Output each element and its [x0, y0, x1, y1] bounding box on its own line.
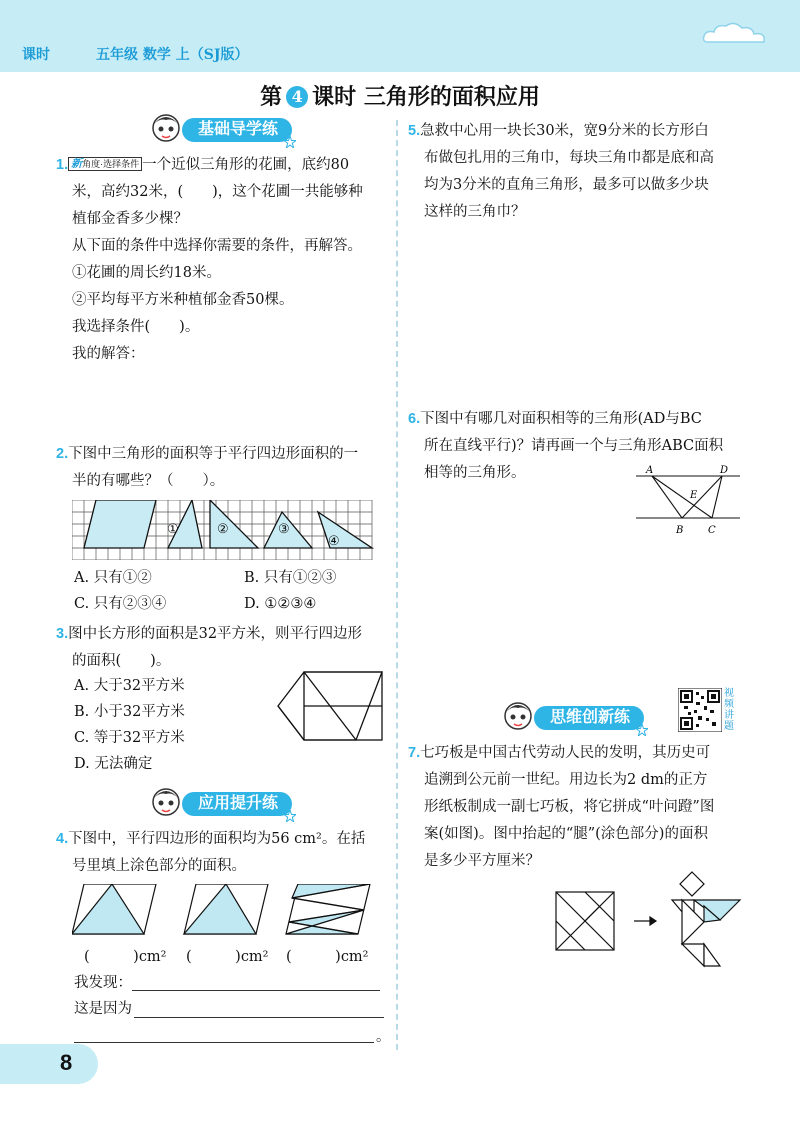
q5-number: 5. [408, 123, 421, 139]
q1-condition-1: ①花圃的周长约18米。 [72, 265, 221, 281]
q7-tangram-figure [554, 870, 744, 970]
q6-point-b: B [676, 525, 684, 536]
q7-line5: 是多少平方厘米？ [424, 853, 540, 869]
q6-line3: 相等的三角形。 [424, 465, 526, 481]
q7-number: 7. [408, 745, 421, 761]
header-brand: 课时 [22, 47, 50, 63]
q6-number: 6. [408, 411, 421, 427]
lesson-prefix: 第 [260, 84, 283, 110]
q6-line1 [408, 406, 748, 433]
q7-line1 [408, 740, 748, 767]
q3-number: 3. [56, 626, 69, 642]
qr-label: 视频讲题 [724, 688, 734, 732]
tangram-head [680, 872, 704, 896]
header-book-title: 五年级 数学 上（SJ版） [96, 47, 249, 63]
q5-line4: 这样的三角巾？ [424, 204, 526, 220]
q2-option-a[interactable]: A. 只有①② [74, 570, 152, 586]
q7-line4: 案(如图)。图中抬起的“腿”(涂色部分)的面积 [424, 826, 708, 842]
question-4 [56, 826, 386, 880]
q1-number: 1. [56, 157, 69, 173]
q6-point-e: E [690, 490, 698, 501]
column-divider [396, 120, 398, 1050]
q6-point-d: D [720, 465, 729, 476]
lesson-suffix: 课时 三角形的面积应用 [312, 84, 540, 110]
q4-blank-2[interactable]: ( )cm² [186, 949, 269, 965]
question-2 [56, 441, 386, 495]
q1-condition-2: ②平均每平方米种植郁金香50棵。 [72, 292, 294, 308]
q1-line1 [56, 152, 386, 179]
page-number-tab [0, 1044, 98, 1084]
q4-found-label: 我发现： [74, 975, 132, 991]
q5-line1 [408, 118, 748, 145]
section-think-title: 思维创新练 [534, 706, 644, 730]
qr-code-icon[interactable] [678, 688, 722, 732]
q6-point-a: A [646, 465, 654, 476]
q1-choose: 我选择条件( )。 [72, 319, 200, 335]
star-icon [636, 724, 648, 736]
q3-option-d[interactable]: D. 无法确定 [74, 756, 153, 772]
q3-option-b[interactable]: B. 小于32平方米 [74, 704, 185, 720]
question-5 [408, 118, 748, 226]
q2-label-4: ④ [328, 534, 340, 549]
q2-triangle-4 [318, 512, 372, 548]
question-7 [408, 740, 748, 875]
q2-label-2: ② [217, 522, 229, 537]
question-3 [56, 621, 386, 675]
q4-blank-1[interactable]: ( )cm² [84, 949, 167, 965]
q2-option-c[interactable]: C. 只有②③④ [74, 596, 167, 612]
q2-number: 2. [56, 446, 69, 462]
section-think-badge [500, 700, 660, 730]
q4-because-line[interactable] [134, 1017, 384, 1018]
q1-text: 一个近似三角形的花圃，底约80 [142, 157, 350, 173]
q7-line3: 形纸板制成一副七巧板，将它拼成“叶问蹬”图 [424, 799, 715, 815]
q4-text: 下图中，平行四边形的面积均为56 cm²。在括 [68, 831, 366, 847]
q3-option-a[interactable]: A. 大于32平方米 [74, 678, 185, 694]
q4-because-line-2[interactable] [74, 1042, 374, 1043]
q7-text: 七巧板是中国古代劳动人民的发明，其历史可 [420, 745, 711, 761]
q3-option-c[interactable]: C. 等于32平方米 [74, 730, 185, 746]
mascot-icon [500, 700, 536, 734]
q2-line1 [56, 441, 386, 468]
q4-blank-3[interactable]: ( )cm² [286, 949, 369, 965]
page-number: 8 [60, 1050, 73, 1075]
question-1 [56, 152, 386, 368]
q4-line2: 号里填上涂色部分的面积。 [72, 858, 246, 874]
q2-text: 下图中三角形的面积等于平行四边形面积的一 [68, 446, 359, 462]
q1-tag-xin: 新 [71, 158, 83, 170]
q4-because-label: 这是因为 [74, 1001, 132, 1017]
q5-line3: 均为3分米的直角三角形，最多可以做多少块 [424, 177, 709, 193]
section-apply-title: 应用提升练 [182, 792, 292, 816]
q2-label-3: ③ [278, 522, 290, 537]
lesson-number: 4 [286, 86, 308, 108]
q7-line2: 追溯到公元前一世纪。用边长为2 dm的正方 [424, 772, 708, 788]
q3-figure [276, 670, 386, 744]
lesson-title [0, 80, 800, 111]
q6-line2: 所在直线平行)？请再画一个与三角形ABC面积 [424, 438, 724, 454]
q4-end-mark: 。 [376, 1029, 391, 1045]
section-basic-title: 基础导学练 [182, 118, 292, 142]
q3-line1 [56, 621, 386, 648]
cloud-decoration [700, 20, 770, 48]
star-icon [284, 136, 296, 148]
section-apply-badge [148, 786, 308, 816]
q1-tag-text: 角度·选择条件 [82, 159, 140, 169]
q3-text: 图中长方形的面积是32平方米，则平行四边形 [68, 626, 363, 642]
q4-line1 [56, 826, 386, 853]
mascot-icon [148, 786, 184, 820]
q1-answer-label: 我的解答： [72, 346, 145, 362]
q6-figure [636, 462, 740, 538]
mascot-icon [148, 112, 184, 146]
q2-parallelogram [84, 500, 156, 548]
q2-option-d[interactable]: D. ①②③④ [244, 596, 317, 612]
q2-line2: 半的有哪些？（ ）。 [72, 473, 225, 489]
q2-option-b[interactable]: B. 只有①②③ [244, 570, 337, 586]
q1-line3: 植郁金香多少棵？ [72, 211, 188, 227]
q5-line2: 布做包扎用的三角巾，每块三角巾都是底和高 [424, 150, 714, 166]
q5-text: 急救中心用一块长30米，宽9分米的长方形白 [420, 123, 709, 139]
star-icon [284, 810, 296, 822]
q4-found-line[interactable] [132, 990, 380, 991]
q4-number: 4. [56, 831, 69, 847]
q1-tag [68, 157, 142, 171]
q1-line2: 米，高约32米，( )，这个花圃一共能够种 [72, 184, 363, 200]
q6-text: 下图中有哪几对面积相等的三角形(AD与BC [420, 411, 702, 427]
section-basic-badge [148, 112, 308, 142]
q6-point-c: C [708, 525, 716, 536]
q2-label-1: ① [167, 522, 179, 537]
q1-instruction: 从下面的条件中选择你需要的条件，再解答。 [72, 238, 362, 254]
q3-line2: 的面积( )。 [72, 653, 171, 669]
q4-figures [72, 884, 372, 938]
